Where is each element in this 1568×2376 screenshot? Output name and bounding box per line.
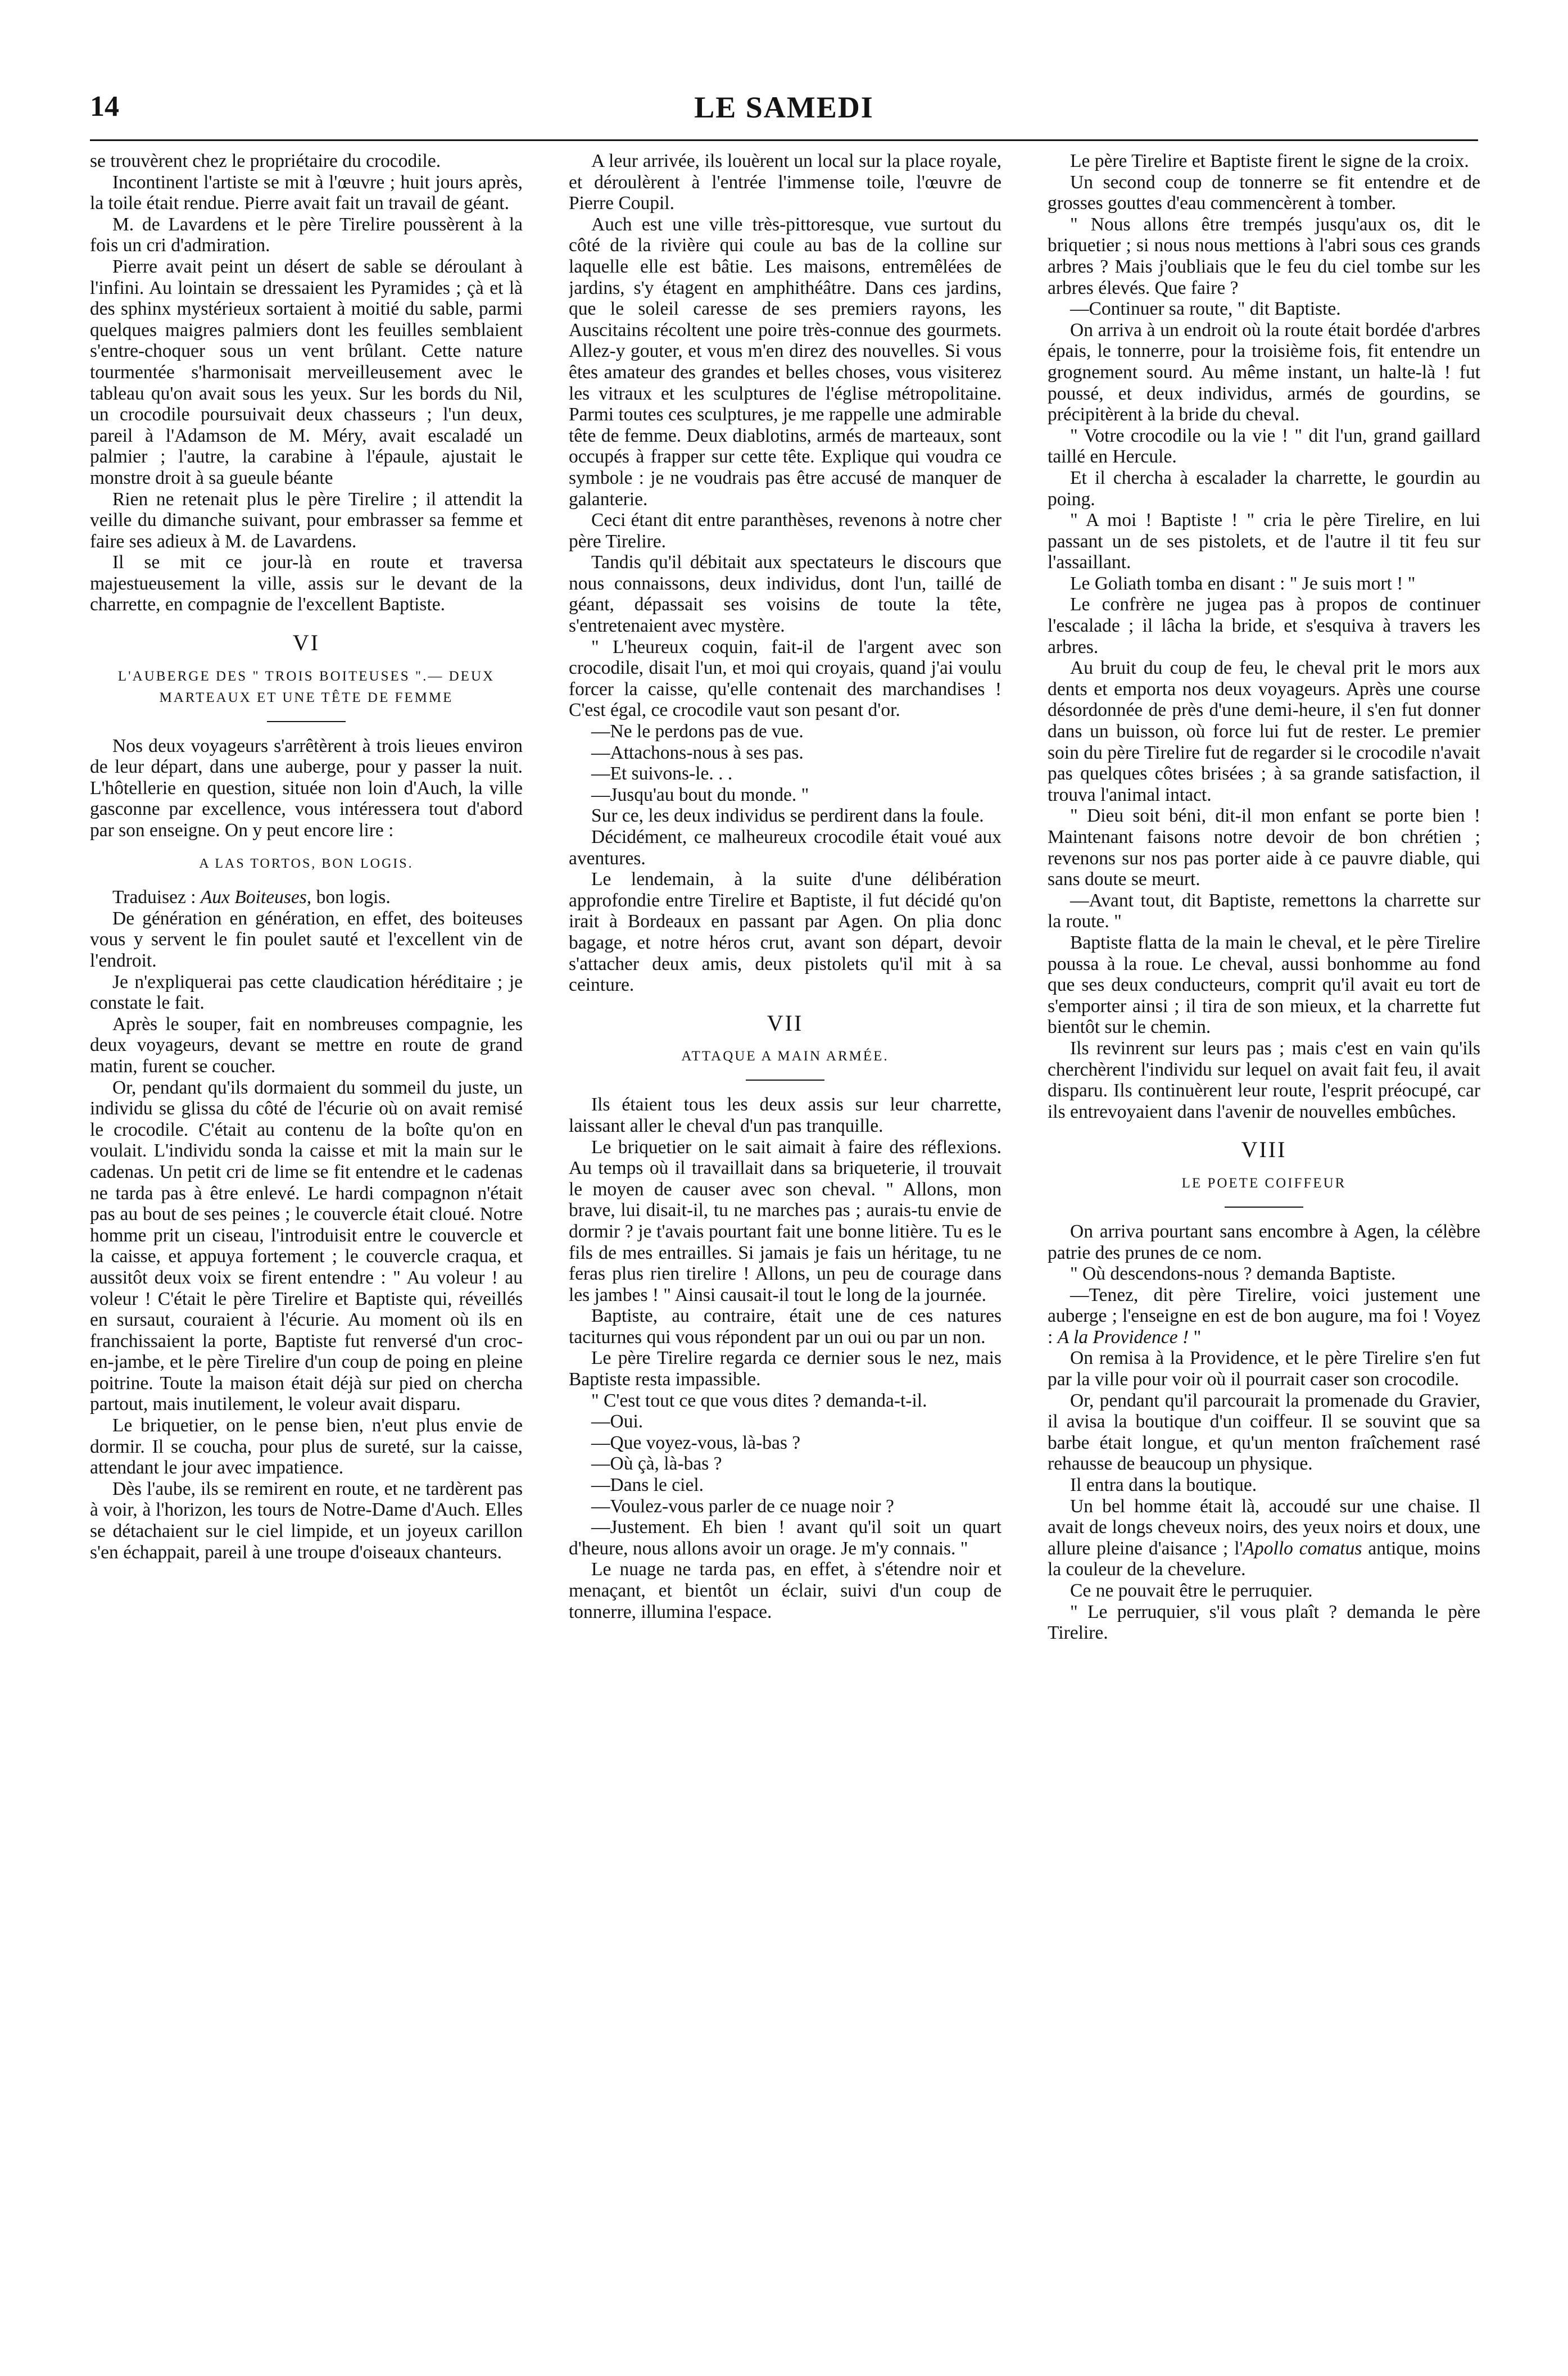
text-span: " (1189, 1326, 1202, 1348)
journal-title: LE SAMEDI (694, 90, 874, 124)
paragraph: Baptiste, au contraire, était une de ces natures taciturnes qui vous répondent par un oui ou par un non. (569, 1305, 1001, 1348)
paragraph: Pierre avait peint un désert de sable se déroulant à l'infini. Au lointain se dressaient les Pyramides ; çà et là des sphinx mystérieux sortaient à moitié du sable, parmi quelques maigres palmiers dont les feuilles semblaient s'entre-choquer sous un vent brûlant. Cette nature tourmentée s'harmonisait merveilleusement avec le tableau qu'on avait sous les yeux. Sur les bords du Nil, un crocodile poursuivait deux chasseurs ; l'un deux, pareil à l'Adamson de M. Méry, avait escaladé un palmier ; l'autre, la carabine à l'épaule, ajustait le monstre droit à sa gueule béante (90, 256, 523, 488)
paragraph: Le briquetier on le sait aimait à faire des réflexions. Au temps où il travaillait dans sa briqueterie, il trouvait le moyen de causer avec son cheval. " Allons, mon brave, lui disait-il, tu ne marches pas ; aurais-tu envie de dormir ? je t'avais pourtant fait une bonne litière. Tu es le fils de mes entrailles. Si jamais je fais un héritage, tu ne feras plus rien tirelire ! Allons, un peu de courage dans les jambes ! " Ainsi causait-il tout le long de la journée. (569, 1136, 1001, 1305)
page-number: 14 (90, 90, 119, 123)
paragraph: Un second coup de tonnerre se fit entendre et de grosses gouttes d'eau commencèrent à tomber. (1048, 171, 1480, 214)
paragraph: Au bruit du coup de feu, le cheval prit le mors aux dents et emporta nos deux voyageurs. Après une course désordonnée de près d'une demi-heure, il s'en fut donner dans un buisson, où force lui fut de rester. Le premier soin du père Tirelire fut de regarder si le crocodile n'avait pas quelques côtes brisées ; à sa grande satisfaction, il trouva l'animal intact. (1048, 658, 1480, 805)
paragraph: Incontinent l'artiste se mit à l'œuvre ; huit jours après, la toile était rendue. Pierre avait fait un travail de géant. (90, 171, 523, 214)
paragraph: —Justement. Eh bien ! avant qu'il soit un quart d'heure, nous allons avoir un orage. Je m'y connais. " (569, 1517, 1001, 1559)
chapter-divider (267, 721, 346, 722)
paragraph: " C'est tout ce que vous dites ? demanda-t-il. (591, 1390, 927, 1411)
text-span: bon logis. (311, 887, 391, 908)
paragraph: —Dans le ciel. (591, 1475, 704, 1496)
paragraph: Après le souper, fait en nombreuses compagnie, les deux voyageurs, devant se mettre en route de grand matin, furent se coucher. (90, 1013, 523, 1077)
chapter-number: VII (767, 1010, 804, 1036)
paragraph: Ils étaient tous les deux assis sur leur charrette, laissant aller le cheval d'un pas tranquille. (569, 1094, 1001, 1136)
paragraph: Le père Tirelire regarda ce dernier sous le nez, mais Baptiste resta impassible. (569, 1348, 1001, 1390)
chapter-number: VIII (1241, 1137, 1287, 1163)
paragraph (1048, 1285, 1480, 1348)
text-span: antique, moins la couleur de la chevelure. (1048, 1538, 1480, 1580)
paragraph: " A moi ! Baptiste ! " cria le père Tirelire, en lui passant un de ses pistolets, et de l'autre il tit feu sur l'assaillant. (1048, 510, 1480, 573)
paragraph: Le père Tirelire et Baptiste firent le signe de la croix. (1070, 151, 1469, 171)
paragraph: —Continuer sa route, " dit Baptiste. (1070, 298, 1341, 320)
paragraph: On arriva à un endroit où la route était bordée d'arbres épais, le tonnerre, pour la troisième fois, fit entendre un grognement sourd. Au même instant, un halte-là ! fut poussé, et deux individus, armés de gourdins, se précipitèrent à la bride du cheval. (1048, 319, 1480, 425)
paragraph: Il entra dans la boutique. (1070, 1475, 1257, 1496)
paragraph: —Où çà, là-bas ? (591, 1453, 722, 1475)
paragraph: Le lendemain, à la suite d'une délibération approfondie entre Tirelire et Baptiste, il fut décidé qu'on irait à Bordeaux en passant par Agen. On plia donc bagage, et notre héros crut, avant son départ, devoir s'attacher deux amis, deux pistolets qu'il mit à sa ceinture. (569, 869, 1001, 996)
paragraph: A leur arrivée, ils louèrent un local sur la place royale, et déroulèrent à l'entrée l'immense toile, l'œuvre de Pierre Coupil. (569, 151, 1001, 214)
paragraph: —Ne le perdons pas de vue. (591, 721, 804, 742)
header-rule (90, 139, 1478, 141)
chapter-title: ATTAQUE A MAIN ARMÉE. (681, 1049, 889, 1064)
paragraph: Nos deux voyageurs s'arrêtèrent à trois lieues environ de leur départ, dans une auberge, pour y passer la nuit. L'hôtellerie en question, située non loin d'Auch, la ville gasconne par excellence, vous intéressera tout d'abord par son enseigne. On y peut encore lire : (90, 735, 523, 841)
paragraph: Rien ne retenait plus le père Tirelire ; il attendit la veille du dimanche suivant, pour embrasser sa femme et faire ses adieux à M. de Lavardens. (90, 488, 523, 552)
paragraph: De génération en génération, en effet, des boiteuses vous y servent le fin poulet sauté et l'excellent vin de l'endroit. (90, 908, 523, 971)
paragraph: Tandis qu'il débitait aux spectateurs le discours que nous connaissons, deux individus, dont l'un, taillé de géant, dépassait ses voisins de toute la tête, s'entretenaient avec mystère. (569, 552, 1001, 637)
paragraph: Le briquetier, on le pense bien, n'eut plus envie de dormir. Il se coucha, pour plus de sureté, sur la caisse, attendant le jour avec impatience. (90, 1415, 523, 1479)
text-column-1 (90, 151, 523, 2342)
paragraph: " Dieu soit béni, dit-il mon enfant se porte bien ! Maintenant faisons notre devoir de bon chrétien ; revenons sur nos pas porter aide à ce pauvre diable, qui sans doute se meurt. (1048, 805, 1480, 890)
inn-sign-text: A LAS TORTOS, BON LOGIS. (199, 856, 414, 871)
paragraph (90, 887, 523, 908)
italic-text: A la Providence ! (1057, 1326, 1189, 1348)
paragraph: Et il chercha à escalader la charrette, le gourdin au poing. (1048, 467, 1480, 510)
paragraph: —Et suivons-le. . . (591, 763, 733, 785)
text-span: —Tenez, dit père Tirelire, voici justement une auberge ; l'enseigne en est de bon augure, ma foi ! Voyez : (1048, 1284, 1480, 1348)
paragraph: Dès l'aube, ils se remirent en route, et ne tardèrent pas à voir, à l'horizon, les tours de Notre-Dame d'Auch. Elles se détachaient sur le ciel limpide, et un joyeux carillon s'en échappait, pareil à une troupe d'oiseaux chanteurs. (90, 1478, 523, 1563)
paragraph: —Voulez-vous parler de ce nuage noir ? (591, 1495, 894, 1517)
paragraph: Le confrère ne jugea pas à propos de continuer l'escalade ; il lâcha la bride, et s'esquiva à travers les arbres. (1048, 594, 1480, 658)
italic-text: Aux Boiteuses, (200, 887, 312, 908)
italic-text: Apollo comatus (1243, 1538, 1362, 1559)
paragraph: Sur ce, les deux individus se perdirent dans la foule. (591, 805, 984, 827)
paragraph: Je n'expliquerai pas cette claudication héréditaire ; je constate le fait. (90, 971, 523, 1014)
paragraph: Or, pendant qu'ils dormaient du sommeil du juste, un individu se glissa du côté de l'écurie où on avait remisé le crocodile. C'était au contenu de la boîte qu'on en voulait. L'individu sonda la caisse et mit la main sur le cadenas. Un petit cri de lime se fit entendre et le cadenas ne tarda pas à être enlevé. Le hardi compagnon n'était pas au bout de ses peines ; le couvercle était cloué. Notre homme prit un ciseau, l'introduisit entre le couvercle et la caisse, et appuya fortement ; le couvercle craqua, et aussitôt deux voix se firent entendre : " Au voleur ! au voleur ! C'était le père Tirelire et Baptiste qui, réveillés en sursaut, couraient à l'écurie. Au moment où ils en franchissaient la porte, Baptiste fut renversé d'un croc-en-jambe, et le père Tirelire d'un coup de poing en pleine poitrine. Toute la maison était déjà sur pied on chercha partout, mais inutilement, le voleur avait disparu. (90, 1077, 523, 1415)
chapter-number: VI (292, 630, 320, 656)
paragraph: On arriva pourtant sans encombre à Agen, la célèbre patrie des prunes de ce nom. (1048, 1221, 1480, 1263)
paragraph: se trouvèrent chez le propriétaire du crocodile. (90, 151, 441, 171)
paragraph: " L'heureux coquin, fait-il de l'argent avec son crocodile, disait l'un, et moi qui croyais, quand j'ai voulu forcer la caisse, qu'elle contenait des marchandises ! C'est égal, ce crocodile vaut son pesant d'or. (569, 636, 1001, 721)
paragraph: Décidément, ce malheureux crocodile était voué aux aventures. (569, 827, 1001, 869)
chapter-title: L'AUBERGE DES " TROIS BOITEUSES ".— DEUX MARTEAUX ET UNE TÊTE DE FEMME (117, 668, 495, 705)
paragraph: —Que voyez-vous, là-bas ? (591, 1432, 801, 1453)
paragraph: M. de Lavardens et le père Tirelire poussèrent à la fois un cri d'admiration. (90, 214, 523, 256)
paragraph: —Avant tout, dit Baptiste, remettons la charrette sur la route. " (1048, 890, 1480, 932)
paragraph: " Votre crocodile ou la vie ! " dit l'un, grand gaillard taillé en Hercule. (1048, 425, 1480, 468)
paragraph: —Attachons-nous à ses pas. (591, 742, 804, 763)
paragraph: Le nuage ne tarda pas, en effet, à s'étendre noir et menaçant, et bientôt un éclair, suivi d'un coup de tonnerre, illumina l'espace. (569, 1559, 1001, 1622)
paragraph: Or, pendant qu'il parcourait la promenade du Gravier, il avisa la boutique d'un coiffeur. Il se souvint que sa barbe était longue, et qu'un menton fraîchement rasé rehausse de beaucoup un physique. (1048, 1390, 1480, 1475)
paragraph: Le Goliath tomba en disant : " Je suis mort ! " (1070, 573, 1416, 594)
running-head (90, 90, 1478, 135)
paragraph: Ceci étant dit entre paranthèses, revenons à notre cher père Tirelire. (569, 510, 1001, 552)
paragraph: Auch est une ville très-pittoresque, vue surtout du côté de la rivière qui coule au bas de la colline sur laquelle elle est bâtie. Les maisons, entremêlées de jardins, s'y étagent en amphithéâtre. Dans ces jardins, que le soleil caresse de ses premiers rayons, les Auscitains récoltent une poire très-connue des gourmets. Allez-y gouter, et vous m'en direz des nouvelles. Si vous êtes amateur des grandes et belles choses, vous visiterez les vitraux et les sculptures de l'église métropolitaine. Parmi toutes ces sculptures, je me rappelle une admirable tête de femme. Deux diablotins, armés de marteaux, sont occupés à frapper sur cette tête. Explique qui voudra ce symbole : je ne voudrais pas être accusé de manquer de galanterie. (569, 214, 1001, 510)
paragraph: —Jusqu'au bout du monde. " (591, 784, 809, 805)
paragraph: Ils revinrent sur leurs pas ; mais c'est en vain qu'ils cherchèrent l'individu sur lequel on avait fait feu, il avait disparu. Ils continuèrent leur route, l'esprit préocupé, car ils entrevoyaient dans l'avenir de nouvelles embûches. (1048, 1037, 1480, 1122)
text-column-3 (1048, 151, 1480, 2342)
paragraph: Ce ne pouvait être le perruquier. (1070, 1580, 1313, 1601)
text-span: Un bel homme était là, accoudé sur une chaise. Il avait de longs cheveux noirs, des yeux noirs et doux, une allure pleine d'aisance ; l' (1048, 1495, 1480, 1559)
paragraph: On remisa à la Providence, et le père Tirelire s'en fut par la ville pour voir où il pourrait caser son crocodile. (1048, 1348, 1480, 1390)
text-span: Traduisez : (112, 887, 201, 908)
chapter-divider (746, 1080, 824, 1081)
text-column-2 (569, 151, 1001, 2342)
paragraph: " Où descendons-nous ? demanda Baptiste. (1070, 1263, 1396, 1285)
paragraph: Il se mit ce jour-là en route et traversa majestueusement la ville, assis sur le devant de la charrette, en compagnie de l'excellent Baptiste. (90, 552, 523, 615)
chapter-divider (1225, 1207, 1303, 1208)
paragraph (1048, 1496, 1480, 1580)
paragraph: Baptiste flatta de la main le cheval, et le père Tirelire poussa à la roue. Le cheval, aussi bonhomme au fond que ses deux conducteurs, comprit qu'il avait eu tort de s'emporter ainsi ; il tira de son mieux, et la charrette fut bientôt sur le chemin. (1048, 932, 1480, 1038)
chapter-title: LE POETE COIFFEUR (1181, 1175, 1347, 1191)
paragraph: —Oui. (591, 1411, 643, 1432)
paragraph: " Le perruquier, s'il vous plaît ? demanda le père Tirelire. (1048, 1601, 1480, 1644)
paragraph: " Nous allons être trempés jusqu'aux os, dit le briquetier ; si nous nous mettions à l'abri sous ces grands arbres ? Mais j'oubliais que le feu du ciel tombe sur les arbres élevés. Que faire ? (1048, 214, 1480, 298)
